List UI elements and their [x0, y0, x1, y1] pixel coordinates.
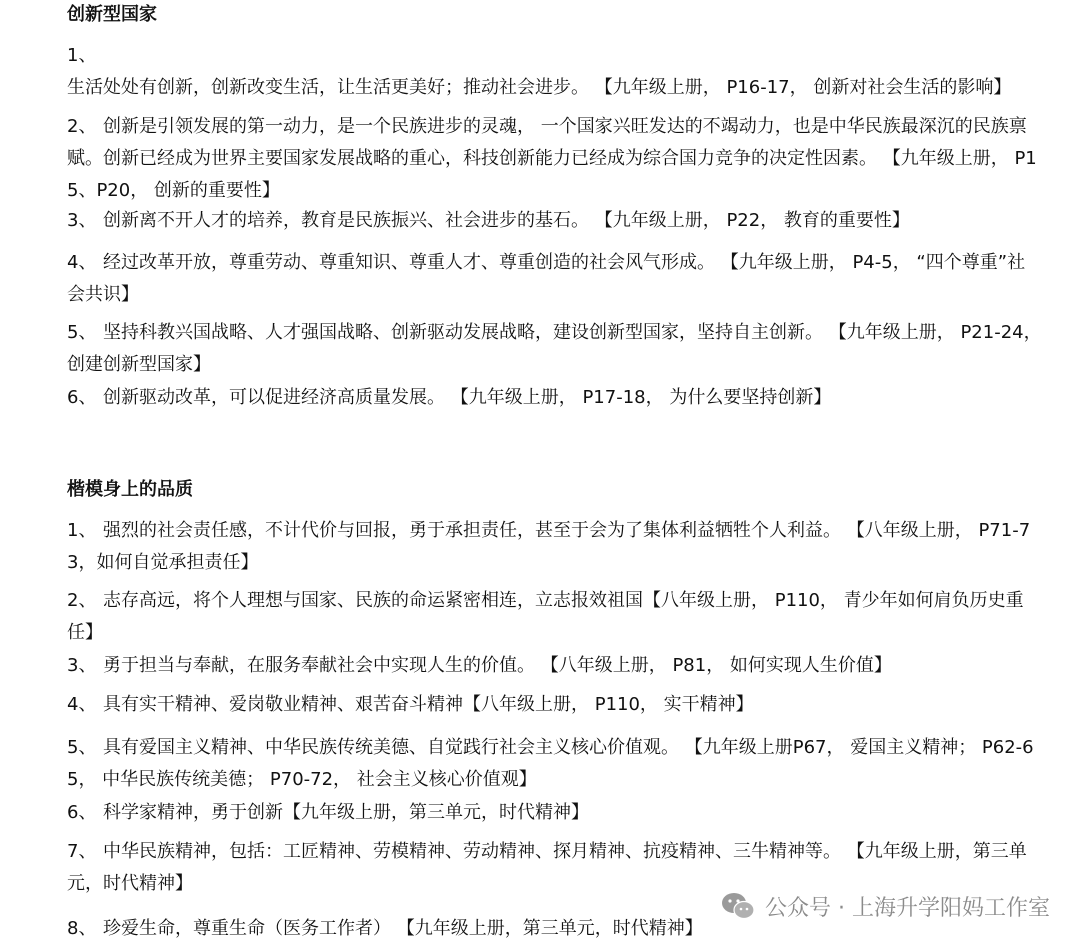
item-text: 强烈的社会责任感，不计代价与回报，勇于承担责任，甚至于会为了集体利益牺牲个人利益。 【八年级上册， P71-73，如何自觉承担责任】: [67, 520, 1031, 573]
watermark: [721, 888, 1050, 924]
item-number: 7、: [67, 841, 97, 862]
item-number: 5、: [67, 737, 97, 758]
item-text: 志存高远，将个人理想与国家、民族的命运紧密相连，立志报效祖国【八年级上册， P110， 青少年如何肩负历史重任】: [67, 590, 1024, 643]
item-text: 创新驱动改革，可以促进经济高质量发展。 【九年级上册， P17-18， 为什么要坚持创新】: [103, 387, 832, 408]
item-text: 勇于担当与奉献，在服务奉献社会中实现人生的价值。 【八年级上册， P81， 如何实现人生价值】: [103, 655, 892, 676]
wechat-icon: [721, 891, 755, 921]
item-text: 坚持科教兴国战略、人才强国战略、创新驱动发展战略，建设创新型国家，坚持自主创新。 【九年级上册， P21-24， 创建创新型国家】: [67, 322, 1042, 375]
item-number: 3、: [67, 655, 97, 676]
item-number: 4、: [67, 252, 97, 273]
item-number: 1、: [67, 45, 97, 66]
list-item: [67, 689, 1042, 721]
item-text: 创新离不开人才的培养，教育是民族振兴、社会进步的基石。 【九年级上册， P22， 教育的重要性】: [103, 210, 910, 231]
item-text: 具有爱国主义精神、中华民族传统美德、自觉践行社会主义核心价值观。 【九年级上册P67， 爱国主义精神； P62-65， 中华民族传统美德； P70-72， 社会主义核心价值观】: [67, 737, 1034, 790]
item-text: 创新是引领发展的第一动力，是一个民族进步的灵魂， 一个国家兴旺发达的不竭动力，也是中华民族最深沉的民族禀赋。创新已经成为世界主要国家发展战略的重心，科技创新能力已经成为综合国力竞争的决定性因素。 【九年级上册， P15、P20， 创新的重要性】: [67, 116, 1037, 201]
list-item: [67, 585, 1042, 649]
list-item: [67, 205, 1042, 237]
list-item: [67, 382, 1042, 414]
item-number: 3、: [67, 210, 97, 231]
list-item: [67, 247, 1042, 311]
item-number: 8、: [67, 918, 97, 939]
item-number: 2、: [67, 116, 97, 137]
item-text: 中华民族精神，包括：工匠精神、劳模精神、劳动精神、探月精神、抗疫精神、三牛精神等。 【九年级上册，第三单元，时代精神】: [67, 841, 1027, 894]
item-number: 2、: [67, 590, 97, 611]
item-text: 珍爱生命，尊重生命（医务工作者） 【九年级上册，第三单元，时代精神】: [103, 918, 703, 939]
item-text: 具有实干精神、爱岗敬业精神、艰苦奋斗精神【八年级上册， P110， 实干精神】: [103, 694, 754, 715]
section-title-innovation: 创新型国家: [67, 4, 157, 25]
list-item: [67, 650, 1042, 682]
item-number: 1、: [67, 520, 97, 541]
item-number: 6、: [67, 387, 97, 408]
list-item: [67, 797, 1042, 829]
list-item: [67, 40, 1042, 104]
watermark-text: 公众号 · 上海升学阳妈工作室: [765, 895, 1050, 921]
item-text: 经过改革开放，尊重劳动、尊重知识、尊重人才、尊重创造的社会风气形成。 【九年级上册， P4-5， “四个尊重”社会共识】: [67, 252, 1026, 305]
list-item: [67, 111, 1042, 207]
item-number: 4、: [67, 694, 97, 715]
item-text: 生活处处有创新，创新改变生活，让生活更美好；推动社会进步。 【九年级上册， P16-17， 创新对社会生活的影响】: [67, 77, 1012, 98]
list-item: [67, 317, 1042, 381]
item-number: 6、: [67, 802, 97, 823]
item-number: 5、: [67, 322, 97, 343]
item-text: 科学家精神，勇于创新【九年级上册，第三单元，时代精神】: [103, 802, 589, 823]
list-item: [67, 515, 1042, 579]
list-item: [67, 732, 1042, 796]
section-title-role-model-qualities: 楷模身上的品质: [67, 479, 193, 500]
